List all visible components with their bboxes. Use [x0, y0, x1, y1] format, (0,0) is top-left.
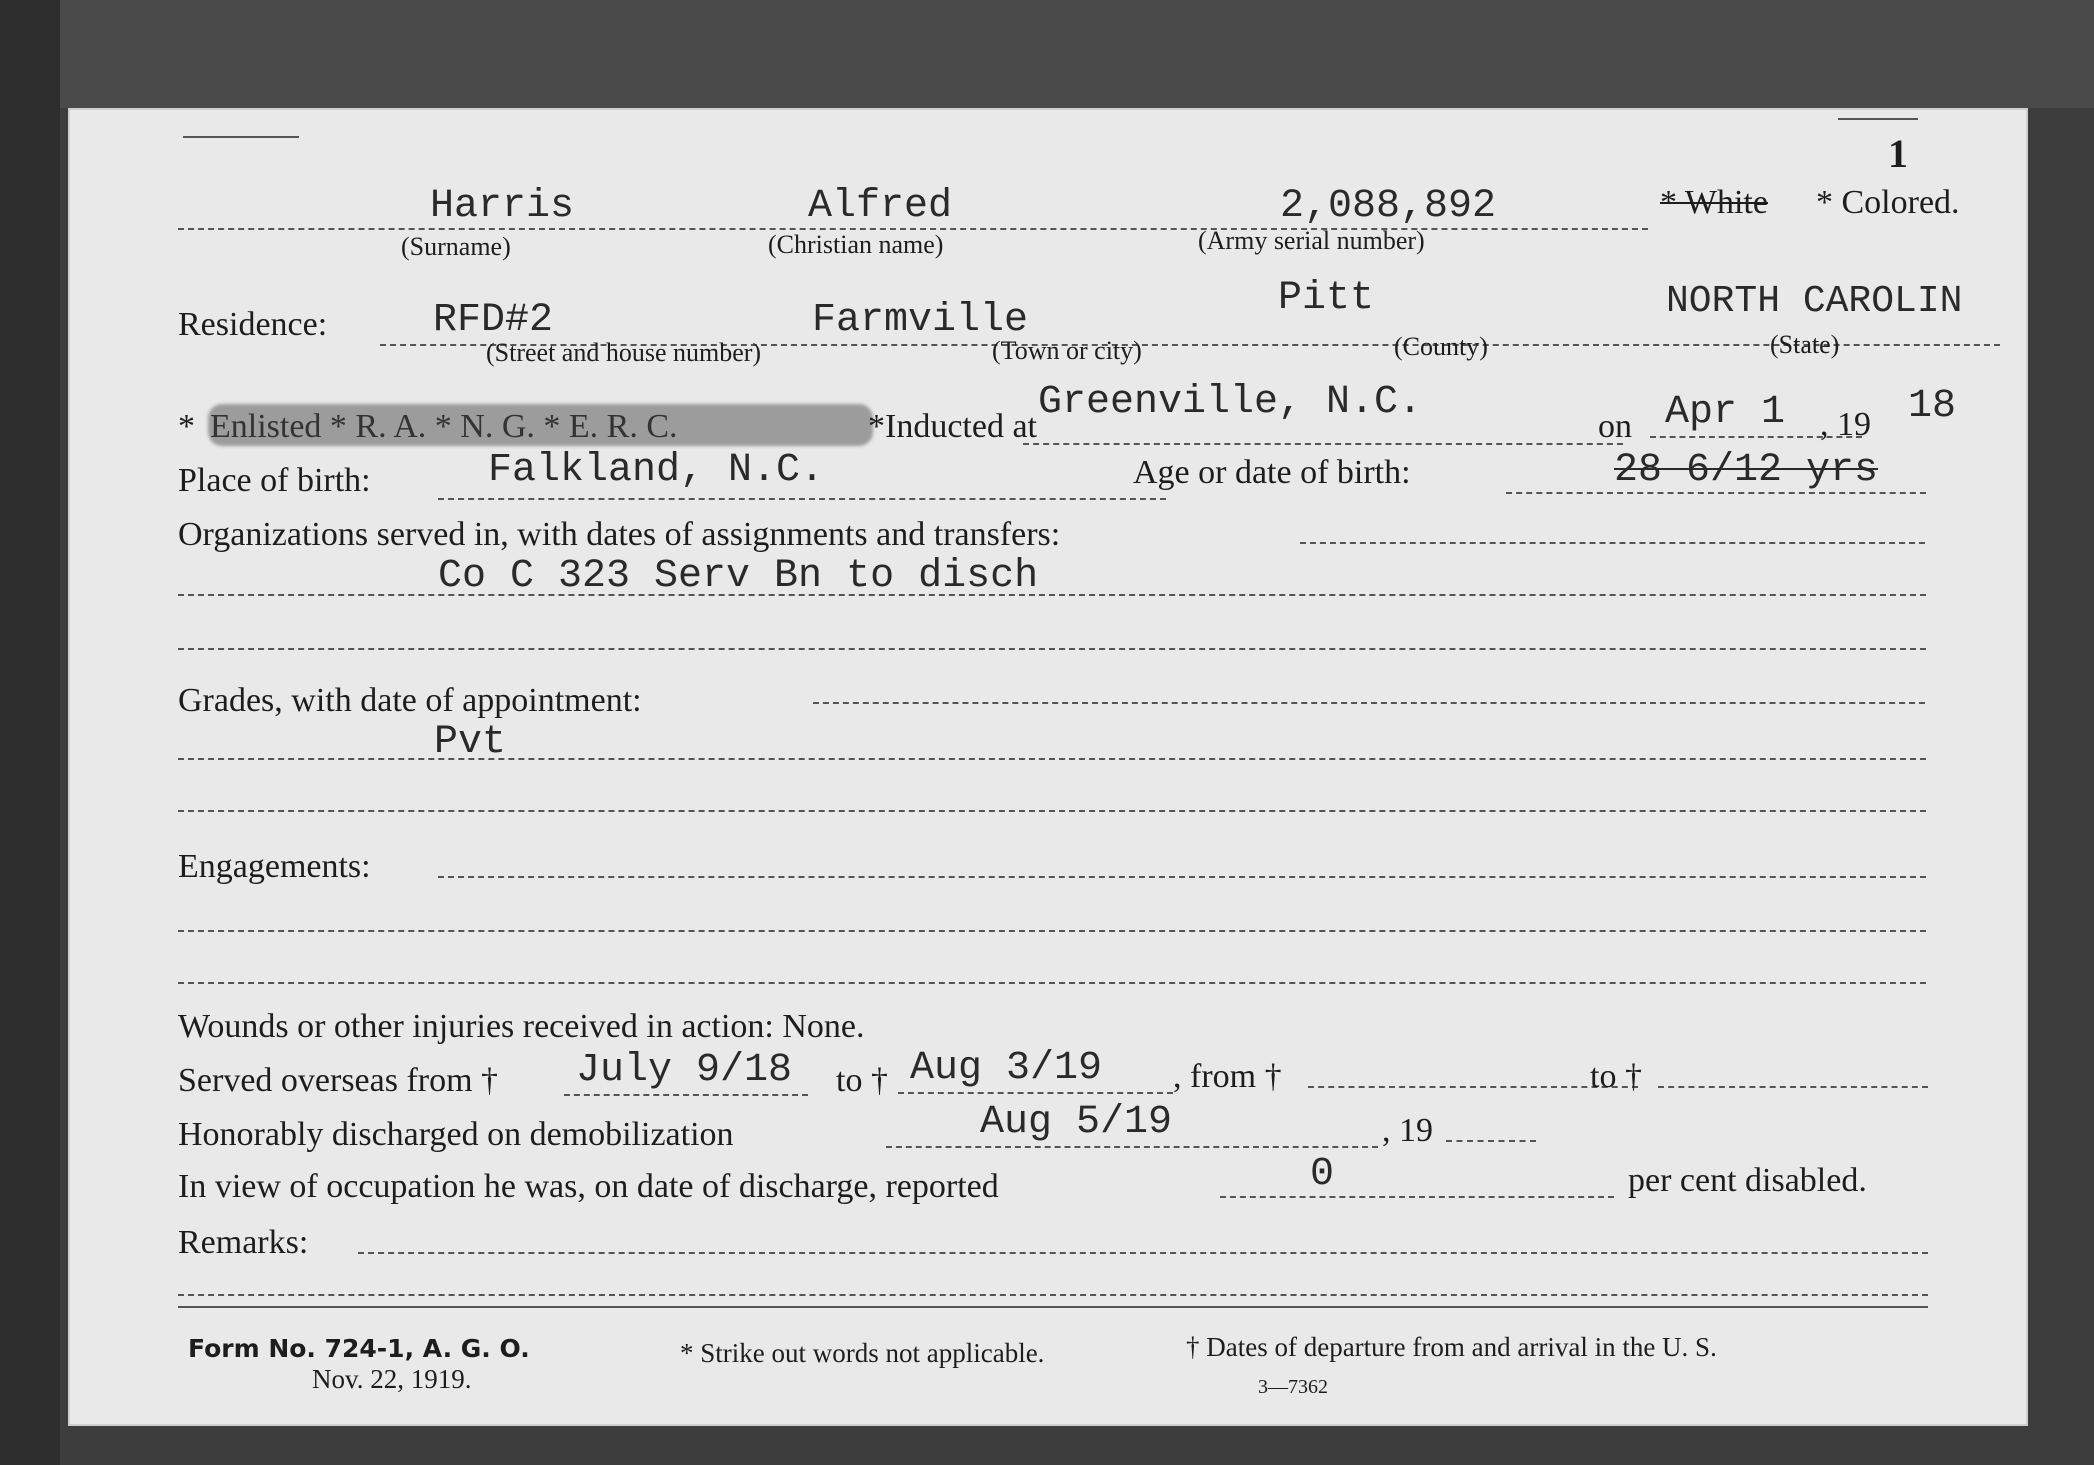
dates-note: † Dates of departure from and arrival in the U. S.	[1186, 1332, 1717, 1362]
disability-line	[1220, 1196, 1614, 1198]
remarks-line-1	[358, 1252, 1928, 1254]
town-caption: (Town or city)	[992, 336, 1142, 365]
serial-number-value: 2,088,892	[1280, 184, 1497, 229]
strike-out-note: * Strike out words not applicable.	[680, 1338, 1045, 1368]
grades-label: Grades, with date of appointment:	[178, 682, 642, 719]
engagements-line-3	[178, 982, 1926, 984]
form-date: Nov. 22, 1919.	[312, 1364, 472, 1394]
race-white-label: * White	[1660, 184, 1768, 221]
service-record-card	[68, 108, 2028, 1426]
inducted-label: *Inducted at	[868, 408, 1037, 445]
engagements-line-2	[178, 930, 1926, 932]
card-number: 1	[1888, 131, 1908, 176]
overseas-label: Served overseas from †	[178, 1062, 499, 1099]
organizations-line-3	[178, 648, 1926, 650]
occupation-label: In view of occupation he was, on date of discharge, reported	[178, 1168, 999, 1205]
grades-line-1	[813, 702, 1925, 704]
induction-year-value: 18	[1908, 384, 1957, 429]
organizations-value: Co C 323 Serv Bn to disch	[438, 554, 1039, 599]
christian-name-caption: (Christian name)	[768, 230, 944, 259]
induction-date-value: Apr 1	[1665, 390, 1786, 435]
disability-value: 0	[1310, 1152, 1335, 1197]
top-right-rule	[1838, 118, 1918, 120]
christian-name-value: Alfred	[808, 184, 953, 229]
age-label: Age or date of birth:	[1133, 454, 1411, 491]
scan-background-top	[0, 0, 2094, 108]
overseas-to-label: to †	[836, 1062, 888, 1099]
organizations-line-1	[1300, 542, 1925, 544]
from2-line	[1308, 1086, 1638, 1088]
serial-number-caption: (Army serial number)	[1198, 226, 1425, 255]
street-caption: (Street and house number)	[486, 338, 762, 367]
state-value: NORTH CAROLIN	[1666, 280, 1963, 323]
footer-rule	[178, 1306, 1928, 1308]
remarks-line-2	[178, 1294, 1928, 1296]
age-value-struck: 28 6/12 yrs	[1614, 448, 1879, 493]
scan-background-left	[0, 0, 60, 1465]
state-caption: (State)	[1770, 330, 1840, 359]
discharge-label: Honorably discharged on demobilization	[178, 1116, 734, 1153]
overseas-from-line	[564, 1094, 808, 1096]
county-caption: (County)	[1394, 332, 1488, 361]
race-colored-label: * Colored.	[1816, 184, 1960, 221]
birth-place-value: Falkland, N.C.	[488, 448, 825, 493]
engagements-label: Engagements:	[178, 848, 371, 885]
from2-label: , from †	[1173, 1058, 1282, 1095]
town-value: Farmville	[812, 298, 1029, 343]
top-left-rule	[183, 136, 299, 138]
county-value: Pitt	[1278, 276, 1375, 321]
discharge-date-value: Aug 5/19	[980, 1100, 1173, 1145]
remarks-label: Remarks:	[178, 1224, 309, 1261]
inducted-line	[1023, 443, 1623, 445]
surname-value: Harris	[430, 184, 575, 229]
to2-label: to †	[1590, 1058, 1642, 1095]
overseas-to-line	[898, 1092, 1173, 1094]
discharge-year-label: , 19	[1382, 1112, 1433, 1149]
residence-label: Residence:	[178, 306, 328, 343]
discharge-date-line	[886, 1146, 1378, 1148]
discharge-year-line	[1446, 1140, 1536, 1142]
form-number: Form No. 724-1, A. G. O.	[188, 1334, 530, 1363]
to2-line	[1658, 1086, 1928, 1088]
organizations-label: Organizations served in, with dates of assignments and transfers:	[178, 516, 1061, 553]
enlisted-options-struck: Enlisted * R. A. * N. G. * E. R. C.	[210, 408, 678, 445]
grades-line-3	[178, 810, 1926, 812]
overseas-to-value: Aug 3/19	[910, 1046, 1103, 1091]
on-label: on	[1598, 408, 1632, 445]
inducted-at-value: Greenville, N.C.	[1038, 380, 1423, 425]
birth-place-line	[438, 498, 1166, 500]
wounds-label: Wounds or other injuries received in action: None.	[178, 1008, 865, 1045]
surname-caption: (Surname)	[401, 232, 511, 261]
street-value: RFD#2	[433, 298, 554, 343]
enlisted-star: *	[178, 408, 195, 445]
percent-disabled-label: per cent disabled.	[1628, 1162, 1867, 1199]
year-prefix: , 19	[1820, 406, 1871, 443]
grades-value: Pvt	[434, 720, 507, 765]
overseas-from-value: July 9/18	[576, 1048, 793, 1093]
engagements-line-1	[438, 876, 1926, 878]
birth-place-label: Place of birth:	[178, 462, 371, 499]
print-code: 3—7362	[1258, 1376, 1328, 1398]
